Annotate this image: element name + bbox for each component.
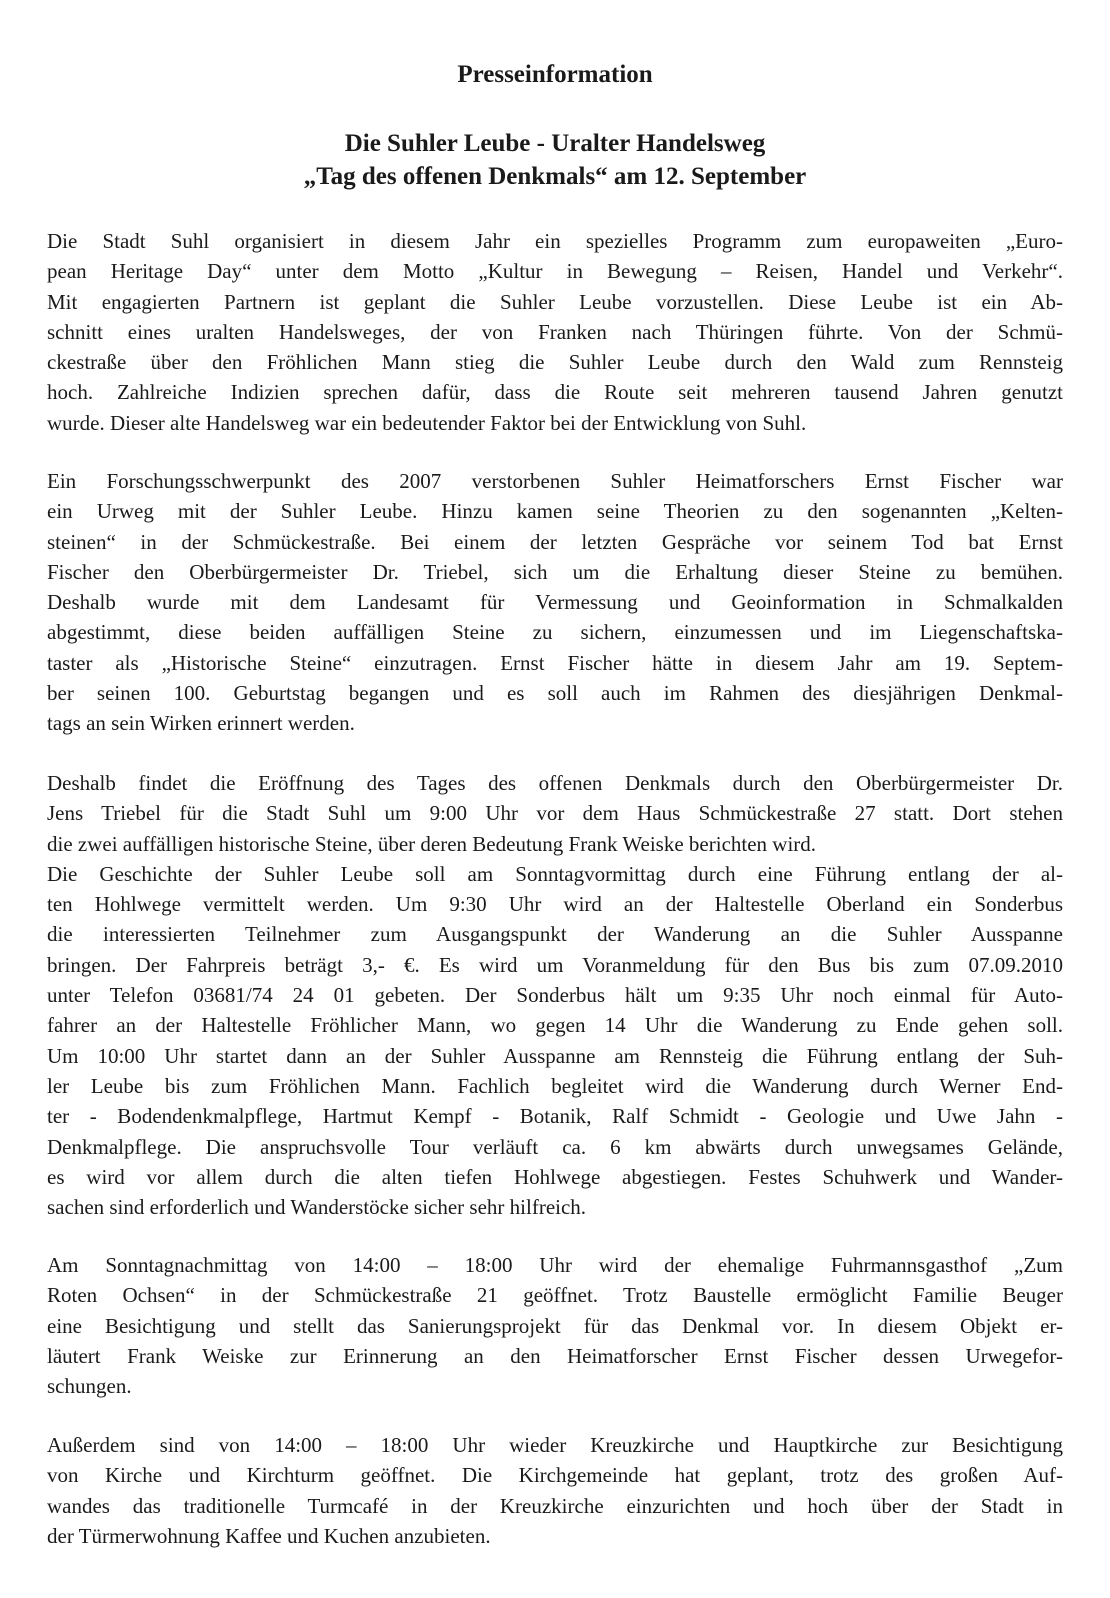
text-line: bringen. Der Fahrpreis beträgt 3,- €. Es wird um Voranmeldung für den Bus bis zum 07.09.2010 [47, 952, 1063, 977]
text-line: schungen. [47, 1374, 132, 1399]
text-line: Fischer den Oberbürgermeister Dr. Triebel, sich um die Erhaltung dieser Steine zu bemühen. [47, 559, 1063, 584]
text-line: wandes das traditionelle Turmcafé in der Kreuzkirche einzurichten und hoch über der Stadt in [47, 1493, 1063, 1518]
text-line: die zwei auffälligen historische Steine, über deren Bedeutung Frank Weiske berichten wird. [47, 831, 817, 856]
text-line: abgestimmt, diese beiden auffälligen Steine zu sichern, einzumessen und im Liegenschaftska- [47, 620, 1063, 645]
text-line: Die Geschichte der Suhler Leube soll am Sonntagvormittag durch eine Führung entlang der al- [47, 861, 1063, 886]
text-line: Am Sonntagnachmittag von 14:00 – 18:00 Uhr wird der ehemalige Fuhrmannsgasthof „Zum [47, 1253, 1063, 1277]
text-line: Um 10:00 Uhr startet dann an der Suhler Ausspanne am Rennsteig die Führung entlang der Suh- [47, 1043, 1063, 1068]
text-line: ler Leube bis zum Fröhlichen Mann. Fachlich begleitet wird die Wanderung durch Werner End- [47, 1073, 1063, 1098]
text-line: Deshalb wurde mit dem Landesamt für Vermessung und Geoinformation in Schmalkalden [47, 590, 1063, 615]
text-line: hoch. Zahlreiche Indizien sprechen dafür, dass die Route seit mehreren tausend Jahren genutzt [47, 380, 1063, 405]
text-line: Jens Triebel für die Stadt Suhl um 9:00 Uhr vor dem Haus Schmückestraße 27 statt. Dort stehen [47, 801, 1063, 826]
text-line: schnitt eines uralten Handelsweges, der von Franken nach Thüringen führte. Von der Schmü- [47, 319, 1063, 344]
text-line: fahrer an der Haltestelle Fröhlicher Mann, wo gegen 14 Uhr die Wanderung zu Ende gehen soll. [47, 1013, 1063, 1038]
text-line: sachen sind erforderlich und Wanderstöcke sicher sehr hilfreich. [47, 1195, 587, 1220]
text-line: ckestraße über den Fröhlichen Mann stieg die Suhler Leube durch den Wald zum Rennsteig [47, 350, 1063, 375]
paragraph-1 [47, 226, 1063, 438]
text-line: taster als „Historische Steine“ einzutragen. Ernst Fischer hätte in diesem Jahr am 19. Septem- [47, 650, 1063, 675]
text-line: Roten Ochsen“ in der Schmückestraße 21 geöffnet. Trotz Baustelle ermöglicht Familie Beuger [47, 1283, 1063, 1308]
text-line: Deshalb findet die Eröffnung des Tages des offenen Denkmals durch den Oberbürgermeister Dr. [47, 771, 1063, 795]
text-line: ein Urweg mit der Suhler Leube. Hinzu kamen seine Theorien zu den sogenannten „Kelten- [47, 499, 1063, 524]
text-line: Denkmalpflege. Die anspruchsvolle Tour verläuft ca. 6 km abwärts durch unwegsames Gelände, [47, 1134, 1063, 1159]
text-line: eine Besichtigung und stellt das Sanierungsprojekt für das Denkmal vor. In diesem Objekt er- [47, 1313, 1063, 1338]
text-line: es wird vor allem durch die alten tiefen Hohlwege abgestiegen. Festes Schuhwerk und Wander- [47, 1164, 1063, 1189]
document-subtitle-line-1: Die Suhler Leube - Uralter Handelsweg [344, 130, 766, 157]
text-line: die interessierten Teilnehmer zum Ausgangspunkt der Wanderung an die Suhler Ausspanne [47, 922, 1063, 947]
text-line: pean Heritage Day“ unter dem Motto „Kultur in Bewegung – Reisen, Handel und Verkehr“. [47, 259, 1063, 284]
paragraph-3 [47, 768, 1063, 1222]
document-subtitle-line-2: „Tag des offenen Denkmals“ am 12. September [303, 163, 807, 190]
text-line: Die Stadt Suhl organisiert in diesem Jahr ein spezielles Programm zum europaweiten „Euro- [47, 229, 1063, 253]
text-line: Außerdem sind von 14:00 – 18:00 Uhr wieder Kreuzkirche und Hauptkirche zur Besichtigung [47, 1433, 1063, 1457]
text-line: läutert Frank Weiske zur Erinnerung an den Heimatforscher Ernst Fischer dessen Urwegefor- [47, 1343, 1063, 1368]
text-line: tags an sein Wirken erinnert werden. [47, 711, 355, 736]
text-line: wurde. Dieser alte Handelsweg war ein bedeutender Faktor bei der Entwicklung von Suhl. [47, 410, 807, 435]
paragraph-4 [47, 1250, 1063, 1401]
text-line: der Türmerwohnung Kaffee und Kuchen anzubieten. [47, 1523, 491, 1548]
paragraph-2 [47, 466, 1063, 739]
text-line: ber seinen 100. Geburtstag begangen und es soll auch im Rahmen des diesjährigen Denkmal- [47, 681, 1063, 706]
text-line: Mit engagierten Partnern ist geplant die Suhler Leube vorzustellen. Diese Leube ist ein Ab- [47, 289, 1063, 314]
paragraph-5 [47, 1430, 1063, 1551]
text-line: ten Hohlwege vermittelt werden. Um 9:30 Uhr wird an der Haltestelle Oberland ein Sonderbus [47, 892, 1063, 917]
text-line: ter - Bodendenkmalpflege, Hartmut Kempf - Botanik, Ralf Schmidt - Geologie und Uwe Jahn - [47, 1104, 1063, 1129]
text-line: von Kirche und Kirchturm geöffnet. Die Kirchgemeinde hat geplant, trotz des großen Auf- [47, 1463, 1063, 1488]
text-line: unter Telefon 03681/74 24 01 gebeten. Der Sonderbus hält um 9:35 Uhr noch einmal für Auto- [47, 983, 1063, 1008]
text-line: steinen“ in der Schmückestraße. Bei einem der letzten Gespräche vor seinem Tod bat Ernst [47, 529, 1063, 554]
document-title: Presseinformation [457, 61, 653, 88]
text-line: Ein Forschungsschwerpunkt des 2007 verstorbenen Suhler Heimatforschers Ernst Fischer war [47, 469, 1063, 493]
